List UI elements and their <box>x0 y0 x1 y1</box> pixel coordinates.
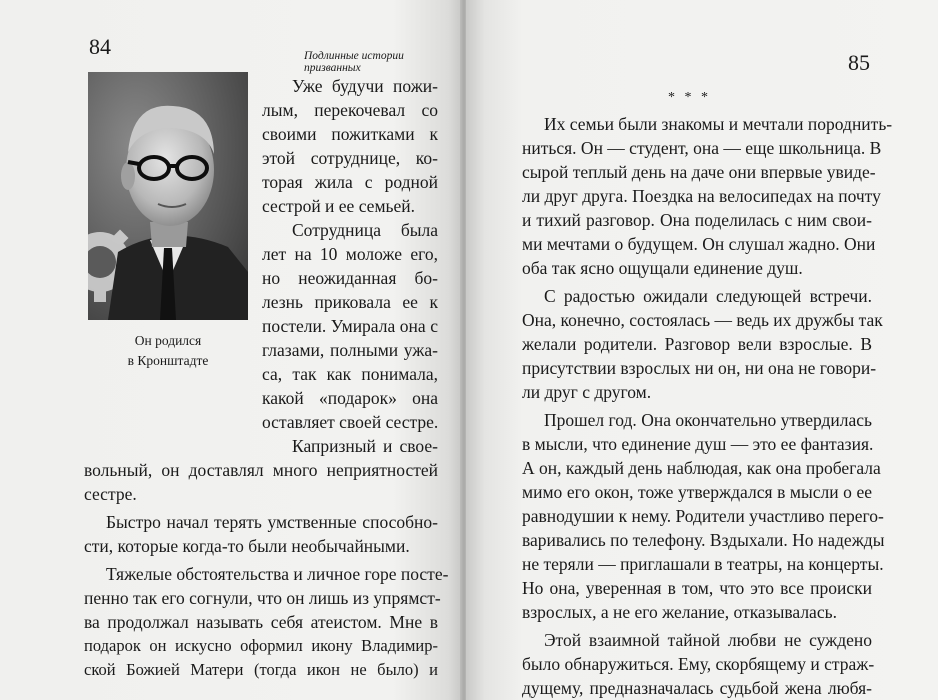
text-line: в мысли, что единение душ — это ее фантазия. <box>522 434 874 454</box>
left-page <box>0 0 462 700</box>
text-line: Быстро начал терять умственные способно- <box>106 512 438 532</box>
text-line: Капризный и свое- <box>292 436 438 456</box>
text-line: какой «подарок» она <box>262 388 438 408</box>
text-line: Уже будучи пожи- <box>292 76 438 96</box>
text-line: сестрой и ее семьей. <box>262 196 416 216</box>
text-line: лезнь приковала ее к <box>262 292 438 312</box>
photo-caption <box>88 331 248 371</box>
text-line: оба так ясно ощущали единение душ. <box>522 258 803 278</box>
text-line: Тяжелые обстоятельства и личное горе посте- <box>106 564 449 584</box>
text-line: са, так как понимала, <box>262 364 438 384</box>
text-line: ниться. Он — студент, она — еще школьница. В <box>522 138 882 158</box>
text-line: постели. Умирала она с <box>262 316 438 336</box>
caption-line: Он родился <box>134 333 202 348</box>
text-line: Но она, уверенная в том, что это все происки <box>522 578 872 598</box>
text-line: пенно так его согнули, что он лишь из упрямст- <box>84 588 441 608</box>
text-line: своими пожитками к <box>262 124 438 144</box>
text-line: лым, перекочевал со <box>262 100 438 120</box>
text-line: Она, конечно, состоялась — ведь их дружбы так <box>522 310 883 330</box>
text-line: этой сотруднице, ко- <box>262 148 438 168</box>
portrait-photo <box>88 72 248 320</box>
caption-line: в Кронштадте <box>127 353 209 368</box>
text-line: варивались по телефону. Вздыхали. Но надежды <box>522 530 885 550</box>
running-head: Подлинные истории призванных <box>304 50 404 74</box>
section-separator: * * * <box>668 90 711 105</box>
text-line: было обнаружиться. Ему, скорбящему и страж- <box>522 654 875 674</box>
text-line: А он, каждый день наблюдая, как она пробегала <box>522 458 881 478</box>
page-number-right: 85 <box>848 50 870 75</box>
text-line: глазами, полными ужа- <box>262 340 438 360</box>
text-line: желали родители. Разговор вели взрослые. В <box>522 334 872 354</box>
text-line: подарок он искусно оформил икону Владимир- <box>84 636 438 655</box>
text-line: С радостью ожидали следующей встречи. <box>544 286 872 306</box>
text-line: торая жила с родной <box>262 172 438 192</box>
text-line: ми мечтами о будущем. Он слушал жадно. Они <box>522 234 876 254</box>
text-line: Этой взаимной тайной любви не суждено <box>544 630 872 650</box>
text-line: мимо его окон, тоже утверждался в мысли о ее <box>522 482 872 502</box>
text-line: дущему, предназначалась судьбой жена любя- <box>522 678 872 698</box>
page-number-left: 84 <box>89 34 111 59</box>
text-line: сестре. <box>84 484 137 504</box>
text-line: Прошел год. Она окончательно утвердилась <box>544 410 872 430</box>
text-line: ли друг с другом. <box>522 382 652 402</box>
text-line: равнодушии к нему. Родители участливо перего- <box>522 506 884 526</box>
text-line: оставляет своей сестре. <box>262 412 439 432</box>
text-line: вольный, он доставлял много неприятностей <box>84 460 438 480</box>
text-line: сти, которые когда-то были необычайными. <box>84 536 410 556</box>
text-line: сырой теплый день на даче они впервые увиде- <box>522 162 876 182</box>
text-line: ли друг друга. Поездка на велосипедах на почту <box>522 186 881 206</box>
text-line: не теряли — приглашали в театры, на концерты. <box>522 554 884 574</box>
text-line: присутствии взрослых ни он, ни она не говори- <box>522 358 877 378</box>
text-line: Их семьи были знакомы и мечтали породнить- <box>544 114 893 134</box>
text-line: Сотрудница была <box>292 220 438 240</box>
text-line: взрослых, а не его желание, отказывалась. <box>522 602 837 622</box>
text-line: ва продолжал называть себя атеистом. Мне в <box>84 612 438 632</box>
text-line: ской Божией Матери (тогда икон не было) и <box>84 660 438 679</box>
text-line: лет на 10 моложе его, <box>262 244 438 264</box>
text-line: но неожиданная бо- <box>262 268 438 288</box>
text-line: и тихий разговор. Она поделилась с ним свои- <box>522 210 872 230</box>
